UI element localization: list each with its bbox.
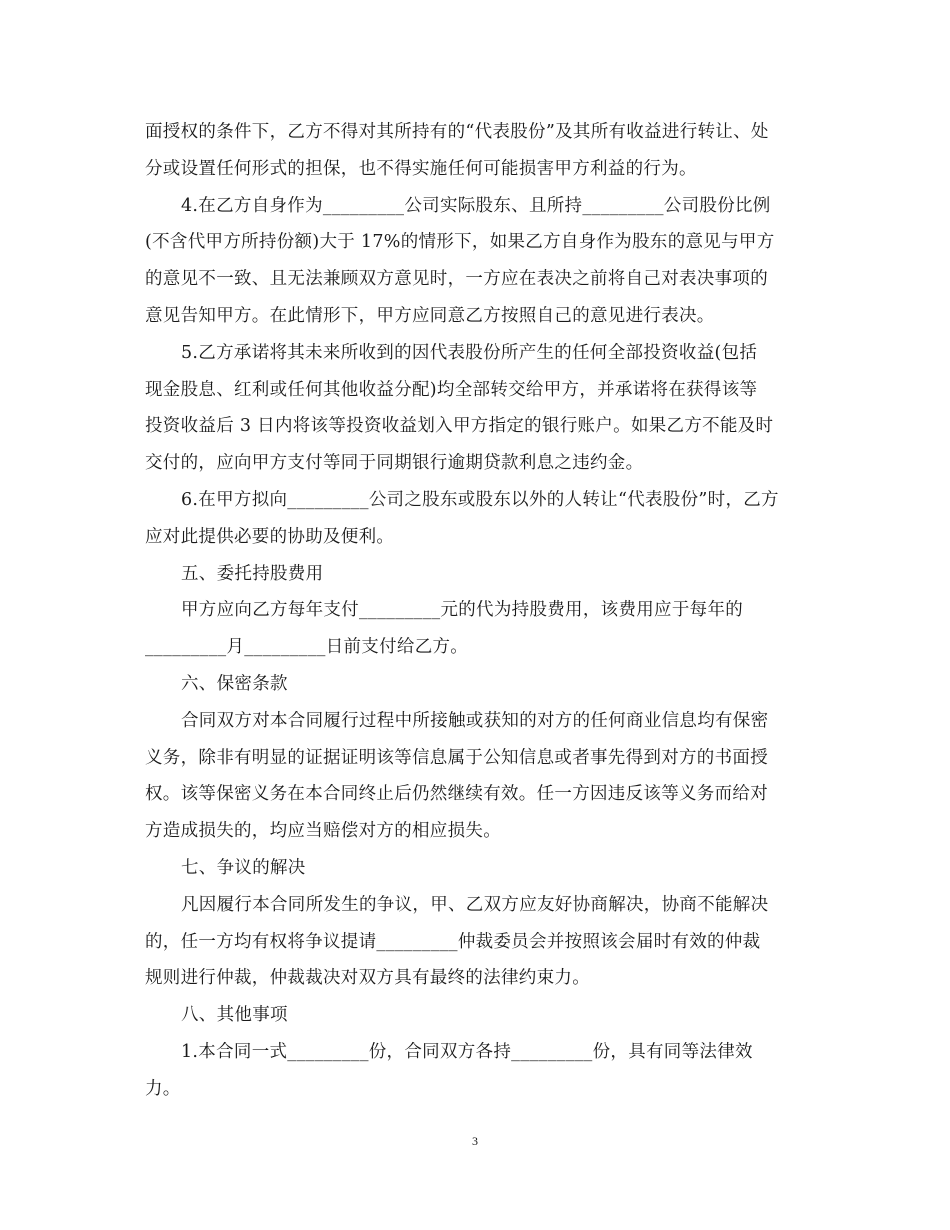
text-line: 甲方应向乙方每年支付_________元的代为持股费用，该费用应于每年的 [181, 600, 744, 621]
text-line: 分或设置任何形式的担保，也不得实施任何可能损害甲方利益的行为。 [145, 158, 697, 179]
text-line: 权。该等保密义务在本合同终止后仍然继续有效。任一方因违反该等义务而给对 [145, 784, 768, 805]
text-line: 4.在乙方自身作为_________公司实际股东、且所持_________公司股份比例 [181, 195, 771, 216]
text-line: 五、委托持股费用 [181, 563, 324, 584]
text-line: 八、其他事项 [181, 1005, 288, 1026]
text-line: _________月_________日前支付给乙方。 [145, 637, 469, 658]
text-line: 应对此提供必要的协助及便利。 [145, 526, 395, 547]
text-line: 的意见不一致、且无法兼顾双方意见时，一方应在表决之前将自己对表决事项的 [145, 269, 768, 290]
text-line: 合同双方对本合同履行过程中所接触或获知的对方的任何商业信息均有保密 [181, 710, 769, 731]
text-line: 投资收益后 3 日内将该等投资收益划入甲方指定的银行账户。如果乙方不能及时 [145, 416, 774, 437]
document-body [145, 114, 807, 1108]
text-line: (不含代甲方所持份额)大于 17%的情形下，如果乙方自身作为股东的意见与甲方 [145, 232, 775, 253]
text-line: 6.在甲方拟向_________公司之股东或股东以外的人转让“代表股份”时，乙方 [181, 489, 779, 510]
text-line: 规则进行仲裁，仲裁裁决对双方具有最终的法律约束力。 [145, 968, 590, 989]
page-number: 3 [472, 1134, 478, 1148]
text-line: 力。 [145, 1078, 181, 1099]
text-line: 5.乙方承诺将其未来所收到的因代表股份所产生的任何全部投资收益(包括 [181, 342, 758, 363]
text-line: 凡因履行本合同所发生的争议，甲、乙双方应友好协商解决，协商不能解决 [181, 894, 769, 915]
text-line: 交付的，应向甲方支付等同于同期银行逾期贷款利息之违约金。 [145, 453, 644, 474]
text-line: 面授权的条件下，乙方不得对其所持有的“代表股份”及其所有收益进行转让、处 [145, 122, 769, 142]
text-line: 七、争议的解决 [181, 857, 306, 878]
text-line: 六、保密条款 [181, 673, 288, 694]
text-line: 现金股息、红利或任何其他收益分配)均全部转交给甲方，并承诺将在获得该等 [145, 379, 758, 400]
text-line: 义务，除非有明显的证据证明该等信息属于公知信息或者事先得到对方的书面授 [145, 747, 768, 768]
text-line: 1.本合同一式_________份，合同双方各持_________份，具有同等法律效 [181, 1041, 753, 1062]
text-line: 意见告知甲方。在此情形下，甲方应同意乙方按照自己的意见进行表决。 [145, 305, 715, 326]
text-line: 方造成损失的，均应当赔偿对方的相应损失。 [145, 821, 501, 842]
text-line: 的，任一方均有权将争议提请_________仲裁委员会并按照该会届时有效的仲裁 [145, 931, 761, 952]
